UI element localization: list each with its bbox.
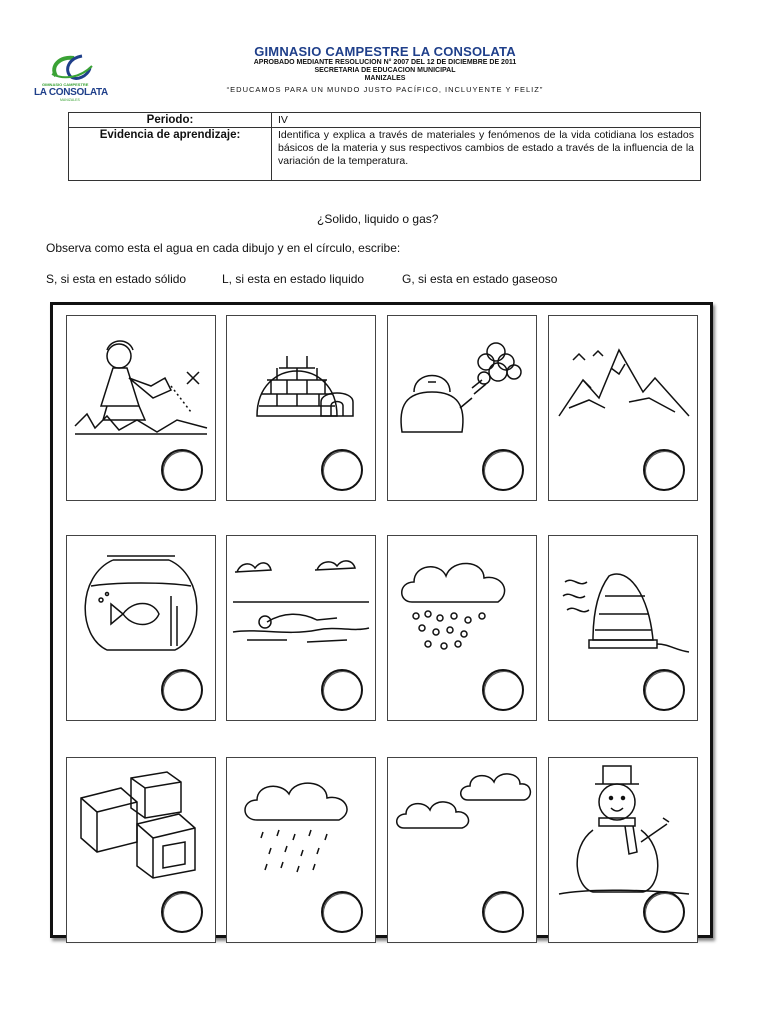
- card-snowman: [548, 757, 698, 943]
- answer-circle[interactable]: [321, 449, 363, 491]
- logo-text: LA CONSOLATA: [34, 87, 108, 98]
- answer-circle[interactable]: [161, 891, 203, 933]
- answer-circle[interactable]: [643, 449, 685, 491]
- card-swimmer: [226, 535, 376, 721]
- logo-subtext: GIMNASIO CAMPESTRE: [42, 82, 89, 87]
- card-clouds: [387, 757, 537, 943]
- answer-circle[interactable]: [643, 669, 685, 711]
- resolution-line: APROBADO MEDIANTE RESOLUCION N° 2007 DEL 12 DE DICIEMBRE DE 2011: [253, 59, 517, 66]
- answer-circle[interactable]: [321, 891, 363, 933]
- periodo-value: IV: [272, 113, 701, 128]
- card-iron: [548, 535, 698, 721]
- answer-circle[interactable]: [321, 669, 363, 711]
- evidencia-value: Identifica y explica a través de materiales y fenómenos de la vida cotidiana los estados básicos de la materia y sus respectivos cambios de estado a través de la influencia de la variación de la temperatura.: [272, 128, 701, 181]
- info-table: [68, 112, 701, 181]
- card-kettle: [387, 315, 537, 501]
- periodo-label: Periodo:: [69, 113, 272, 128]
- answer-circle[interactable]: [482, 669, 524, 711]
- card-watering-girl: [66, 315, 216, 501]
- card-rain-cloud: [226, 757, 376, 943]
- card-snow-cloud: [387, 535, 537, 721]
- answer-circle[interactable]: [482, 891, 524, 933]
- answer-circle[interactable]: [161, 669, 203, 711]
- logo-city: MANIZALES: [60, 98, 80, 102]
- answer-circle[interactable]: [161, 449, 203, 491]
- secretaria-line: SECRETARIA DE EDUCACION MUNICIPAL: [314, 67, 456, 74]
- evidencia-row: [69, 128, 701, 181]
- city-line: MANIZALES: [364, 75, 406, 82]
- card-ice-cubes: [66, 757, 216, 943]
- motto-line: “EDUCAMOS PARA UN MUNDO JUSTO PACÍFICO, INCLUYENTE Y FELIZ”: [226, 85, 544, 94]
- option-liquid: L, si esta en estado liquido: [222, 272, 365, 286]
- card-igloo: [226, 315, 376, 501]
- school-logo: [30, 52, 110, 102]
- worksheet-frame: [50, 302, 713, 938]
- card-mountain: [548, 315, 698, 501]
- activity-instruction: Observa como esta el agua en cada dibujo y en el círculo, escribe:: [46, 241, 401, 255]
- periodo-row: [69, 113, 701, 128]
- school-title: GIMNASIO CAMPESTRE LA CONSOLATA: [254, 44, 516, 59]
- activity-title: ¿Solido, liquido o gas?: [317, 212, 439, 226]
- answer-circle[interactable]: [643, 891, 685, 933]
- card-fishbowl: [66, 535, 216, 721]
- answer-circle[interactable]: [482, 449, 524, 491]
- evidencia-label: Evidencia de aprendizaje:: [69, 128, 272, 181]
- option-gas: G, si esta en estado gaseoso: [402, 272, 558, 286]
- option-solid: S, si esta en estado sólido: [46, 272, 187, 286]
